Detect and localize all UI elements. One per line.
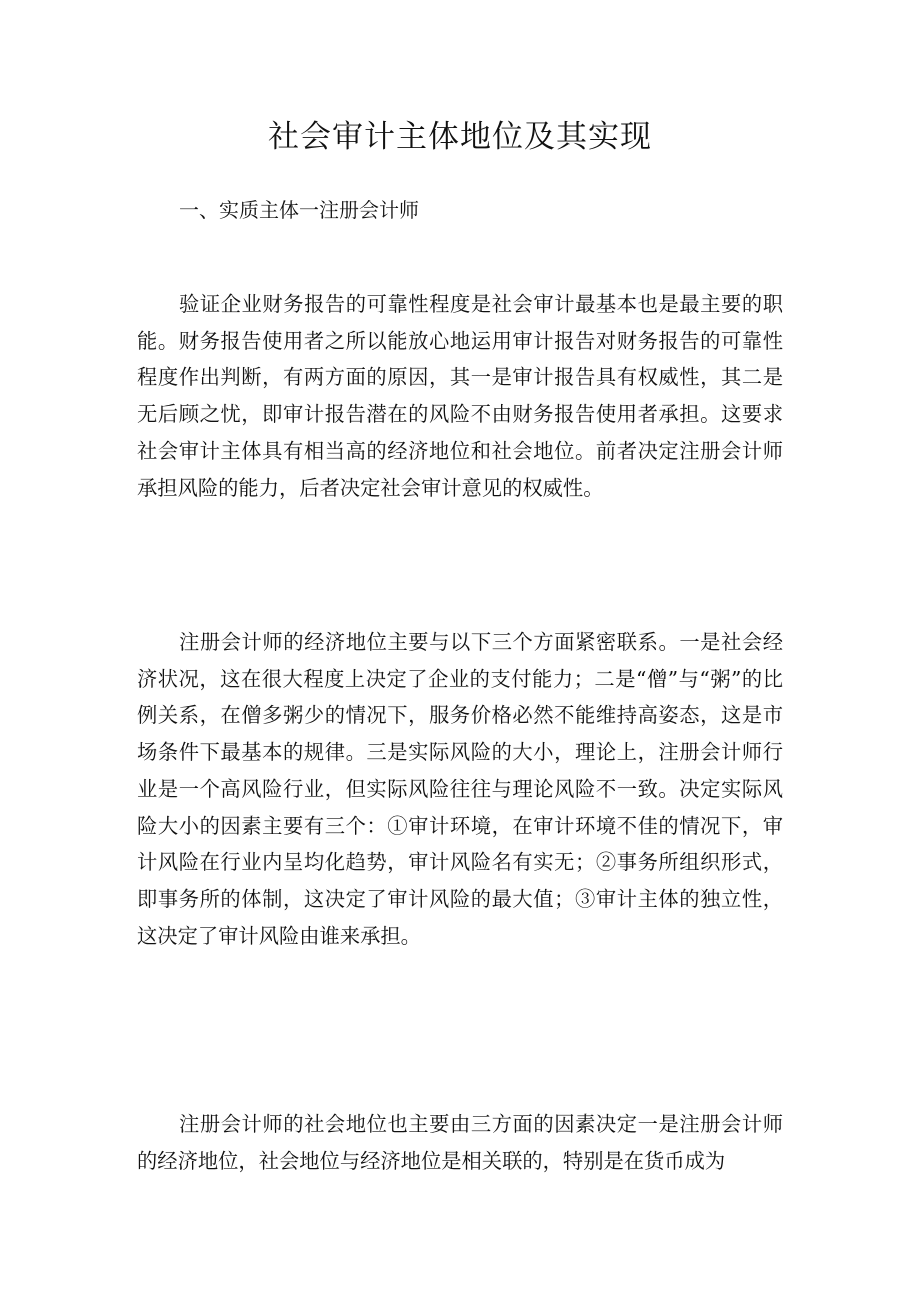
- paragraph-2: 注册会计师的经济地位主要与以下三个方面紧密联系。一是社会经济状况，这在很大程度上决定了企业的支付能力；二是“僧”与“粥”的比例关系，在僧多粥少的情况下，服务价格必然不能维持高姿态，这是市场条件下最基本的规律。三是实际风险的大小，理论上，注册会计师行业是一个高风险行业，但实际风险往往与理论风险不一致。决定实际风险大小的因素主要有三个：①审计环境，在审计环境不佳的情况下，审计风险在行业内呈均化趋势，审计风险名有实无；②事务所组织形式，即事务所的体制，这决定了审计风险的最大值；③审计主体的独立性，这决定了审计风险由谁来承担。: [137, 630, 783, 948]
- document-title: 社会审计主体地位及其实现: [268, 119, 652, 155]
- paragraph-1: 验证企业财务报告的可靠性程度是社会审计最基本也是最主要的职能。财务报告使用者之所以能放心地运用审计报告对财务报告的可靠性程度作出判断，有两方面的原因，其一是审计报告具有权威性，其二是无后顾之忧，即审计报告潜在的风险不由财务报告使用者承担。这要求社会审计主体具有相当高的经济地位和社会地位。前者决定注册会计师承担风险的能力，后者决定社会审计意见的权威性。: [137, 292, 783, 500]
- paragraph-3: 注册会计师的社会地位也主要由三方面的因素决定一是注册会计师的经济地位，社会地位与经济地位是相关联的，特别是在货币成为: [137, 1112, 783, 1173]
- section-heading: 一、实质主体一注册会计师: [179, 198, 419, 222]
